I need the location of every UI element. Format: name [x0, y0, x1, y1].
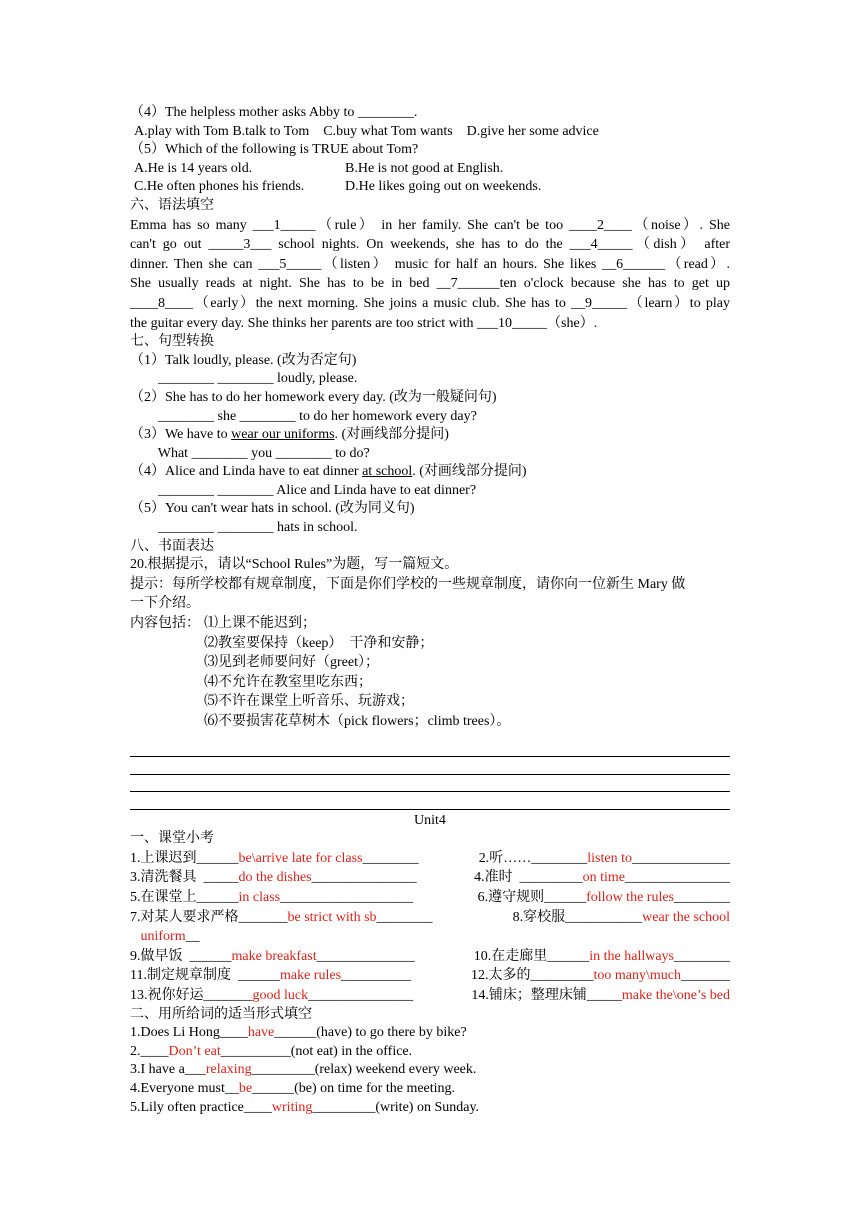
- item-prompt: 2.____: [130, 1043, 169, 1059]
- quiz-blank: ________: [674, 948, 730, 964]
- writing-point: ⑵教室要保持（keep） 干净和安静；: [204, 635, 434, 651]
- quiz-item: [130, 927, 200, 947]
- quiz-blank: ________: [362, 850, 419, 866]
- item-prompt: 3.I have a___: [130, 1062, 206, 1078]
- underlined-part: at school: [362, 464, 413, 480]
- word-form-item: [130, 1043, 730, 1062]
- quiz-blank: ________: [376, 909, 433, 925]
- item-prompt: 4.Everyone must__: [130, 1080, 239, 1096]
- quiz-prompt: 7.对某人要求严格_______: [130, 909, 288, 925]
- quiz-blank: _______________: [311, 870, 417, 886]
- quiz-item: [130, 986, 413, 1006]
- quiz-prompt: 9.做早饭 ______: [130, 948, 232, 964]
- question-5-options-cd: [130, 178, 730, 197]
- option-d: D.He likes going out on weekends.: [345, 179, 542, 195]
- quiz-prompt: 8.穿校服___________: [512, 909, 643, 925]
- quiz-row: [130, 947, 730, 967]
- vocab-quiz: [130, 849, 730, 1006]
- quiz-heading: 一、课堂小考: [130, 831, 214, 847]
- word-form-item: [130, 1024, 730, 1043]
- quiz-item: [130, 908, 433, 928]
- question-text: . (对画线部分提问): [412, 464, 527, 480]
- quiz-prompt: 3.清洗餐具 _____: [130, 870, 239, 886]
- section-2-heading: 二、用所给词的适当形式填空: [130, 1006, 312, 1022]
- quiz-item: [130, 947, 415, 967]
- quiz-answer: be\arrive late for class: [238, 850, 363, 866]
- quiz-item: [130, 888, 413, 908]
- sentence-transformation-list: [130, 352, 730, 538]
- word-form-list: [130, 1024, 730, 1117]
- quiz-row: [130, 927, 730, 947]
- passage-line: the guitar every day. She thinks her parents are too strict with ___10_____（she）.: [130, 315, 598, 331]
- quiz-item: [130, 849, 419, 869]
- quiz-answer: follow the rules: [586, 889, 674, 905]
- transformation-question: [130, 463, 730, 482]
- passage-line: She usually reads at night. She has to be in bed __7______ten o'clock because she has to get up: [130, 276, 730, 292]
- writing-point: ⑴上课不能迟到；: [204, 616, 316, 632]
- quiz-row: [130, 908, 730, 928]
- quiz-item: [130, 868, 417, 888]
- writing-point: ⑸不许在课堂上听音乐、玩游戏；: [204, 694, 414, 710]
- item-prompt: 5.Lily often practice____: [130, 1099, 272, 1115]
- quiz-blank: ___________________: [280, 889, 414, 905]
- item-rest: _________(write) on Sunday.: [312, 1099, 480, 1115]
- answer-blank-line: ________ ________ Alice and Linda have to eat dinner?: [130, 482, 477, 498]
- quiz-answer: make rules: [279, 968, 342, 984]
- question-text: . (对画线部分提问): [334, 427, 449, 443]
- section-6-heading: 六、语法填空: [130, 197, 214, 213]
- item-answer: writing: [271, 1099, 313, 1115]
- quiz-prompt: 11.制定规章制度 ______: [130, 968, 280, 984]
- item-rest: _________(relax) weekend every week.: [251, 1062, 477, 1078]
- transformation-question: （5）You can't wear hats in school. (改为同义句): [130, 501, 415, 517]
- quiz-blank: _______: [681, 968, 730, 984]
- passage-line: can't go out _____3___ school nights. On weekends, she has to do the ___4_____（dish） after: [130, 237, 730, 253]
- quiz-row: [130, 868, 730, 888]
- item-rest: __________(not eat) in the office.: [220, 1043, 413, 1059]
- quiz-item: [130, 966, 411, 986]
- grammar-cloze-passage: [130, 216, 730, 334]
- quiz-item: [471, 986, 730, 1006]
- quiz-answer: on time: [582, 870, 625, 886]
- quiz-row: [130, 966, 730, 986]
- transformation-question: （1）Talk loudly, please. (改为否定句): [130, 352, 357, 368]
- quiz-prompt: 5.在课堂上______: [130, 889, 239, 905]
- answer-blank-line: ________ ________ hats in school.: [130, 520, 358, 536]
- quiz-prompt: 14.铺床；整理床铺_____: [471, 987, 622, 1003]
- item-answer: have: [247, 1025, 275, 1041]
- quiz-blank: _______________: [308, 987, 414, 1003]
- quiz-prompt: [130, 929, 141, 944]
- word-form-item: [130, 1080, 730, 1099]
- quiz-prompt: 13.祝你好运_______: [130, 987, 253, 1003]
- quiz-answer: too many\much: [593, 968, 681, 984]
- quiz-item: [474, 947, 730, 967]
- quiz-answer: do the dishes: [238, 870, 312, 886]
- quiz-answer: in class: [238, 889, 281, 905]
- item-answer: Don’t eat: [168, 1043, 221, 1059]
- option-c: C.He often phones his friends.: [134, 179, 305, 195]
- transformation-question: [130, 426, 730, 445]
- quiz-item: [471, 966, 730, 986]
- content-label: 内容包括：: [130, 616, 200, 632]
- writing-hint-line-2: 一下介绍。: [130, 596, 200, 612]
- quiz-prompt: 2.听……________: [478, 850, 588, 866]
- question-text: （3）We have to: [130, 427, 232, 443]
- quiz-blank: ________: [674, 889, 730, 905]
- item-prompt: 1.Does Li Hong____: [130, 1025, 248, 1041]
- item-rest: ______(have) to go there by bike?: [274, 1025, 467, 1041]
- answer-blank-line: What ________ you ________ to do?: [130, 445, 370, 461]
- writing-prompt: 20.根据提示，请以“School Rules”为题，写一篇短文。: [130, 557, 459, 573]
- quiz-answer: good luck: [252, 987, 309, 1003]
- option-a: A.He is 14 years old.: [134, 160, 253, 176]
- answer-line: [130, 775, 730, 793]
- unit-title: Unit4: [414, 812, 446, 828]
- passage-line: ____8____（early）the next morning. She joins a music club. She has to __9_____（learn）to play: [130, 295, 730, 311]
- quiz-prompt: 1.上课迟到______: [130, 850, 239, 866]
- writing-point: ⑶见到老师要问好（greet）；: [204, 655, 379, 671]
- answer-blank-line: ________ she ________ to do her homework every day?: [130, 408, 477, 424]
- quiz-row: [130, 986, 730, 1006]
- quiz-answer: listen to: [587, 850, 632, 866]
- quiz-answer: uniform: [140, 929, 186, 945]
- answer-line: [130, 792, 730, 810]
- question-text: （4）Alice and Linda have to eat dinner: [130, 464, 363, 480]
- transformation-question: （2）She has to do her homework every day. (改为一般疑问句): [130, 389, 497, 405]
- quiz-answer: wear the school: [642, 909, 730, 925]
- quiz-prompt: 10.在走廊里______: [473, 948, 590, 964]
- section-7-heading: 七、句型转换: [130, 334, 214, 350]
- option-b: B.He is not good at English.: [345, 160, 504, 176]
- quiz-blank: ______________: [632, 850, 730, 866]
- quiz-row: [130, 849, 730, 869]
- answer-line: [130, 740, 730, 758]
- question-4-options: A.play with Tom B.talk to Tom C.buy what Tom wants D.give her some advice: [134, 123, 599, 139]
- quiz-answer: make the\one’s bed: [621, 987, 730, 1003]
- answer-blank-line: ________ ________ loudly, please.: [130, 371, 358, 387]
- quiz-answer: be strict with sb: [287, 909, 377, 925]
- quiz-prompt: 4.准时 _________: [474, 870, 583, 886]
- item-answer: be: [238, 1080, 253, 1096]
- question-5-options-ab: [130, 160, 730, 179]
- quiz-blank: __________: [341, 968, 412, 984]
- quiz-row: [130, 888, 730, 908]
- quiz-answer: in the hallways: [589, 948, 674, 964]
- underlined-part: wear our uniforms: [231, 427, 335, 443]
- quiz-prompt: 6.遵守规则______: [477, 889, 587, 905]
- answer-line: [130, 757, 730, 775]
- item-rest: ______(be) on time for the meeting.: [252, 1080, 456, 1096]
- question-5-stem: （5）Which of the following is TRUE about Tom?: [130, 142, 419, 158]
- writing-point: ⑷不允许在教室里吃东西；: [204, 674, 372, 690]
- writing-point: ⑹不要损害花草树木（pick flowers；climb trees）。: [204, 714, 511, 729]
- writing-points-list: [130, 614, 730, 732]
- passage-line: Emma has so many ___1_____（rule） in her family. She can't be too ____2____（noise）. She: [130, 217, 730, 233]
- quiz-prompt: 12.太多的_________: [471, 968, 594, 984]
- quiz-blank: __: [185, 929, 200, 945]
- quiz-item: [479, 849, 730, 869]
- quiz-blank: ______________: [316, 948, 415, 964]
- quiz-answer: make breakfast: [231, 948, 317, 964]
- quiz-item: [513, 908, 730, 928]
- passage-line: dinner. Then she can ___5_____（listen） music for half an hours. She likes __6______（read）.: [130, 256, 730, 272]
- word-form-item: [130, 1061, 730, 1080]
- item-answer: relaxing: [205, 1062, 252, 1078]
- question-4-stem: （4）The helpless mother asks Abby to ________.: [130, 105, 418, 120]
- quiz-item: [478, 888, 730, 908]
- worksheet-page: [130, 104, 730, 1117]
- word-form-item: [130, 1099, 730, 1118]
- section-8-heading: 八、书面表达: [130, 538, 214, 554]
- quiz-blank: _______________: [625, 870, 730, 886]
- quiz-item: [474, 868, 730, 888]
- writing-hint-line-1: 提示：每所学校都有规章制度，下面是你们学校的一些规章制度，请你向一位新生 Mary 做: [130, 576, 686, 592]
